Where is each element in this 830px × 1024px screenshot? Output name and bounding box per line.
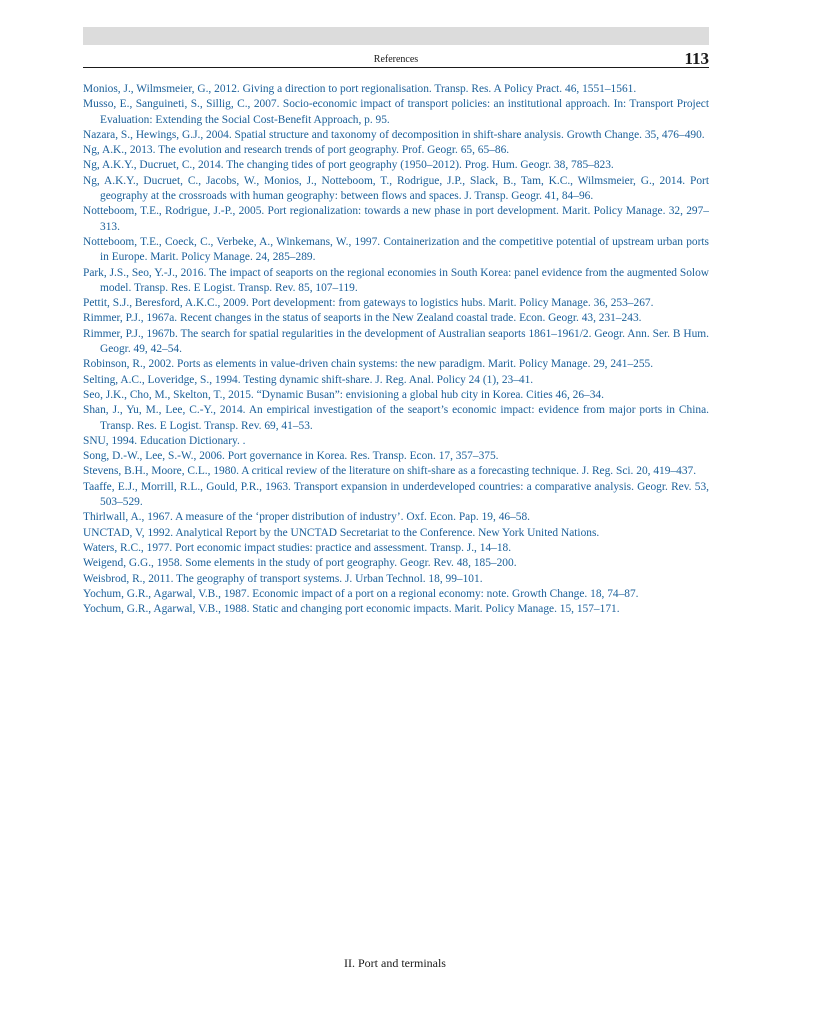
- reference-item[interactable]: Ng, A.K.Y., Ducruet, C., Jacobs, W., Monios, J., Notteboom, T., Rodrigue, J.P., Slack, B., Tam, K.C., Wilmsmeier, G., 2014. Port geography at the crossroads with human geography: between flows and spaces. J. Transp. Geogr. 41, 84–96.: [83, 174, 709, 203]
- reference-item[interactable]: Stevens, B.H., Moore, C.L., 1980. A critical review of the literature on shift-share as a forecasting technique. J. Reg. Sci. 20, 419–437.: [83, 465, 697, 478]
- reference-list: [83, 82, 709, 617]
- reference-item[interactable]: Waters, R.C., 1977. Port economic impact studies: practice and assessment. Transp. J., 14–18.: [83, 541, 512, 554]
- reference-item[interactable]: Ng, A.K.Y., Ducruet, C., 2014. The changing tides of port geography (1950–2012). Prog. Hum. Geogr. 38, 785–823.: [83, 159, 614, 172]
- reference-item[interactable]: Park, J.S., Seo, Y.-J., 2016. The impact of seaports on the regional economies in South Korea: panel evidence from the augmented Solow model. Transp. Res. E Logist. Transp. Rev. 85, 107–119.: [83, 266, 709, 294]
- reference-item[interactable]: SNU, 1994. Education Dictionary. .: [83, 434, 246, 447]
- reference-item[interactable]: Thirlwall, A., 1967. A measure of the ‘proper distribution of industry’. Oxf. Econ. Pap. 19, 46–58.: [83, 511, 531, 524]
- reference-item[interactable]: Ng, A.K., 2013. The evolution and research trends of port geography. Prof. Geogr. 65, 65–86.: [83, 144, 510, 157]
- running-head: References: [373, 54, 419, 65]
- reference-item[interactable]: Musso, E., Sanguineti, S., Sillig, C., 2007. Socio-economic impact of transport policies: an institutional approach. In: Transport Project Evaluation: Extending the Social Cost-Benefit Approach, p. 95.: [83, 98, 709, 126]
- reference-item[interactable]: Yochum, G.R., Agarwal, V.B., 1988. Static and changing port economic impacts. Marit. Policy Manage. 15, 157–171.: [83, 603, 620, 616]
- reference-item[interactable]: Pettit, S.J., Beresford, A.K.C., 2009. Port development: from gateways to logistics hubs. Marit. Policy Manage. 36, 253–267.: [83, 297, 654, 310]
- reference-item[interactable]: Shan, J., Yu, M., Lee, C.-Y., 2014. An empirical investigation of the seaport’s economic impact: evidence from major ports in China. Transp. Res. E Logist. Transp. Rev. 69, 41–53.: [83, 404, 709, 432]
- reference-item[interactable]: Seo, J.K., Cho, M., Skelton, T., 2015. “Dynamic Busan”: envisioning a global hub city in Korea. Cities 46, 26–34.: [83, 388, 604, 401]
- reference-item[interactable]: Nazara, S., Hewings, G.J., 2004. Spatial structure and taxonomy of decomposition in shift-share analysis. Growth Change. 35, 476–490.: [83, 128, 705, 141]
- reference-item[interactable]: Selting, A.C., Loveridge, S., 1994. Testing dynamic shift-share. J. Reg. Anal. Policy 24 (1), 23–41.: [83, 373, 534, 386]
- page-number: 113: [684, 49, 709, 68]
- reference-item[interactable]: Notteboom, T.E., Rodrigue, J.-P., 2005. Port regionalization: towards a new phase in port development. Marit. Policy Manage. 32, 297–313.: [83, 205, 709, 233]
- reference-item[interactable]: Rimmer, P.J., 1967b. The search for spatial regularities in the development of Australian seaports 1861–1961/2. Geogr. Ann. Ser. B Hum. Geogr. 49, 42–54.: [83, 327, 709, 356]
- reference-item[interactable]: Monios, J., Wilmsmeier, G., 2012. Giving a direction to port regionalisation. Transp. Res. A Policy Pract. 46, 1551–1561.: [83, 83, 637, 95]
- reference-item[interactable]: Robinson, R., 2002. Ports as elements in value-driven chain systems: the new paradigm. Marit. Policy Manage. 29, 241–255.: [83, 358, 654, 371]
- reference-item[interactable]: Rimmer, P.J., 1967a. Recent changes in the status of seaports in the New Zealand coastal trade. Econ. Geogr. 43, 231–243.: [83, 312, 642, 325]
- header-band: [83, 27, 709, 45]
- reference-item[interactable]: Notteboom, T.E., Coeck, C., Verbeke, A., Winkemans, W., 1997. Containerization and the competitive potential of upstream urban ports in Europe. Marit. Policy Manage. 24, 285–289.: [83, 235, 709, 264]
- reference-item[interactable]: UNCTAD, V, 1992. Analytical Report by the UNCTAD Secretariat to the Conference. New York United Nations.: [83, 526, 600, 539]
- reference-item[interactable]: Weisbrod, R., 2011. The geography of transport systems. J. Urban Technol. 18, 99–101.: [83, 572, 483, 585]
- footer-section-label: II. Port and terminals: [344, 956, 446, 970]
- reference-item[interactable]: Taaffe, E.J., Morrill, R.L., Gould, P.R., 1963. Transport expansion in underdeveloped countries: a comparative analysis. Geogr. Rev. 53, 503–529.: [83, 480, 709, 509]
- reference-item[interactable]: Weigend, G.G., 1958. Some elements in the study of port geography. Geogr. Rev. 48, 185–200.: [83, 557, 517, 570]
- header-rule: [83, 67, 709, 68]
- reference-item[interactable]: Yochum, G.R., Agarwal, V.B., 1987. Economic impact of a port on a regional economy: note. Growth Change. 18, 74–87.: [83, 587, 639, 600]
- reference-item[interactable]: Song, D.-W., Lee, S.-W., 2006. Port governance in Korea. Res. Transp. Econ. 17, 357–375.: [83, 450, 499, 463]
